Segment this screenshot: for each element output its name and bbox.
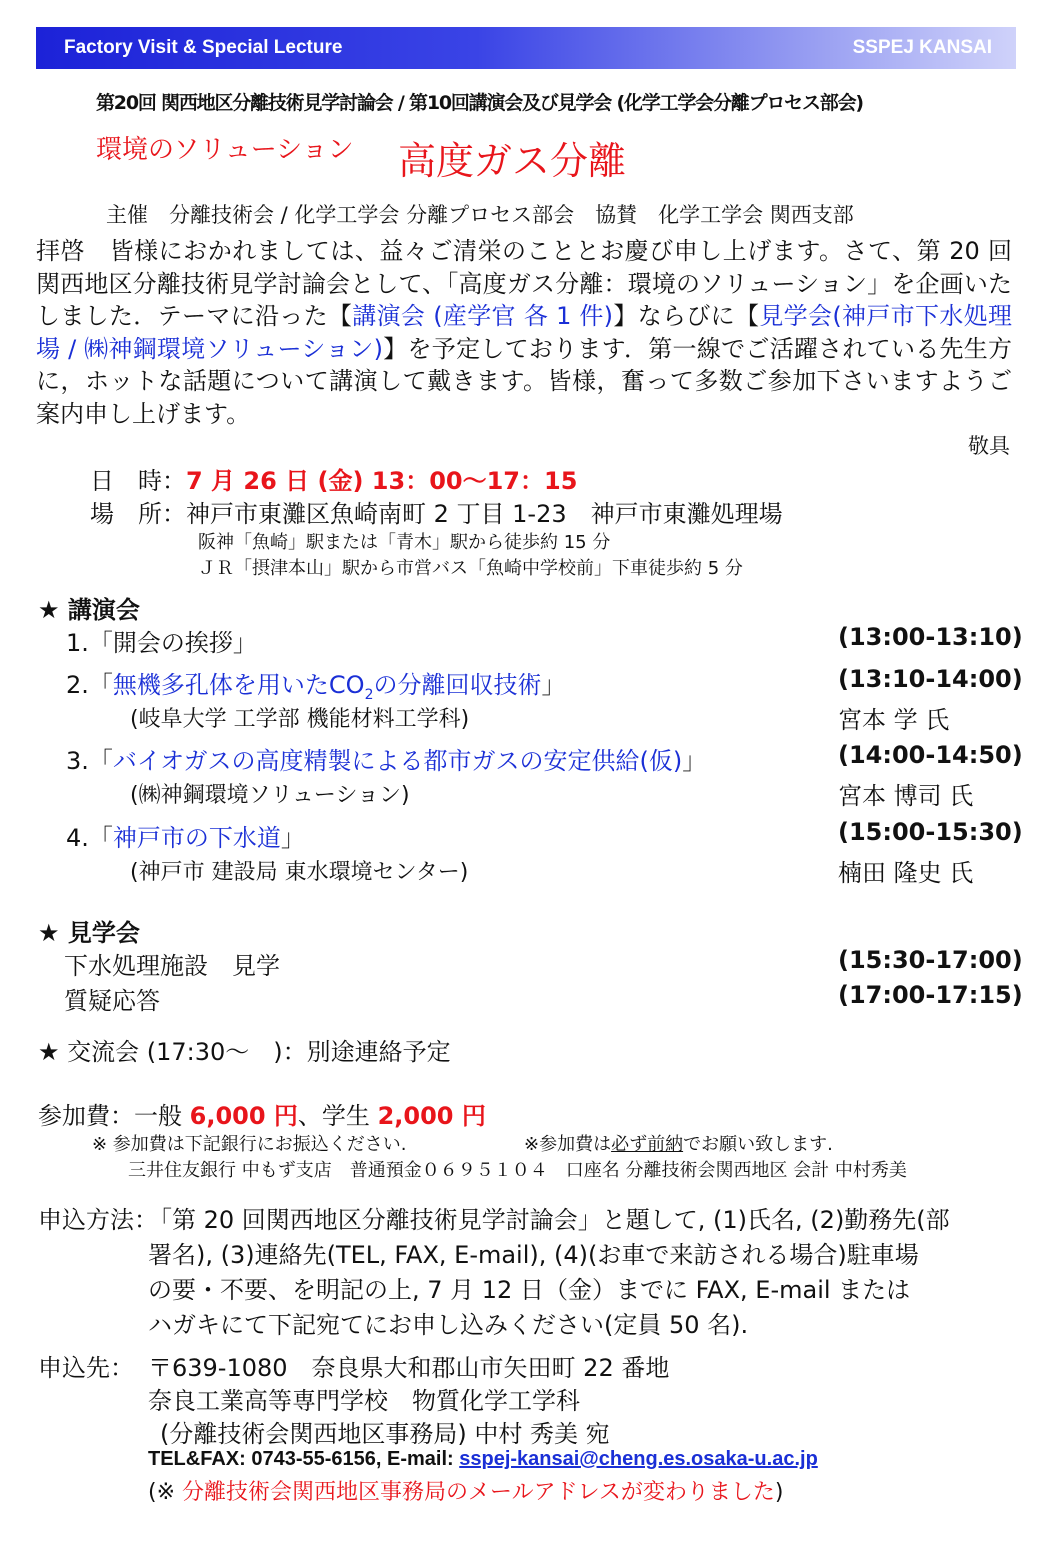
lecture-2-affiliation: (岐阜大学 工学部 機能材料工学科): [130, 707, 470, 732]
apply-line-4: ハガキにて下記宛てにお申し込みください(定員 50 名).: [148, 1311, 749, 1339]
lectures-heading: ★ 講演会: [38, 596, 140, 624]
lecture-2-open: 「: [88, 671, 113, 699]
fee-row: [38, 1096, 486, 1131]
intro-text-c: 】ならびに【: [613, 302, 760, 330]
lecture-1-time: (13:00-13:10): [838, 623, 1023, 651]
lecture-4-num: 4.: [66, 824, 89, 852]
apply-label: 申込方法：: [38, 1206, 158, 1234]
address-note: [148, 1475, 784, 1506]
lecture-2-title: [66, 665, 565, 703]
address-line-2: 奈良工業高等専門学校 物質化学工学科: [148, 1387, 580, 1415]
intro-lecture-highlight: 講演会 (産学官 各 1 件): [352, 302, 614, 330]
lecture-4-speaker: 楠田 隆史 氏: [838, 859, 974, 887]
lecture-1-title: [66, 623, 257, 658]
organizers: 主催 分離技術会 / 化学工学会 分離プロセス部会 協賛 化学工学会 関西支部: [106, 203, 854, 227]
lecture-2-num: 2.: [66, 671, 89, 699]
lecture-3-speaker: 宮本 博司 氏: [838, 782, 974, 810]
address-note-close: ): [774, 1480, 784, 1505]
access-jr: ＪＲ「摂津本山」駅から市営バス「魚崎中学校前」下車徒歩約 5 分: [198, 558, 743, 579]
lecture-4-time: (15:00-15:30): [838, 818, 1023, 846]
closing: 敬具: [968, 434, 1010, 458]
lecture-4-affiliation: (神戸市 建設局 東水環境センター): [130, 860, 469, 885]
lecture-3-affiliation: (㈱神鋼環境ソリューション): [130, 783, 410, 808]
access-hanshin: 阪神「魚崎」駅または「青木」駅から徒歩約 15 分: [198, 532, 611, 553]
tour-item-1-time: (15:30-17:00): [838, 946, 1023, 974]
place-row: [90, 494, 783, 529]
lecture-4-text: 神戸市の下水道: [112, 824, 281, 852]
intro-paragraph: [36, 235, 1012, 430]
intro-text-e: 】を予定しております．第一線でご活躍されている先生方に，ホットな話題について講演して戴きます。皆様，奮って多数ご参加下さいますようご案内申し上げます。: [36, 334, 1012, 428]
apply-line-1: 「第 20 回関西地区分離技術見学討論会」と題して, (1)氏名, (2)勤務先(部: [148, 1206, 950, 1234]
header-title: Factory Visit & Special Lecture: [64, 37, 343, 58]
lecture-1-num: 1.: [66, 629, 89, 657]
contact-line: [148, 1448, 818, 1471]
fee-note-transfer: ※ 参加費は下記銀行にお振込ください.: [92, 1134, 407, 1155]
place-value: 神戸市東灘区魚崎南町 2 丁目 1-23 神戸市東灘処理場: [186, 500, 783, 528]
address-label: 申込先：: [38, 1354, 134, 1382]
tour-heading: ★ 見学会: [38, 919, 140, 947]
datetime-value: 7 月 26 日 (金) 13：00～17：15: [186, 467, 578, 495]
address-line-3: (分離技術会関西地区事務局) 中村 秀美 宛: [160, 1420, 610, 1448]
intro-tour-highlight: 見学会(神戸市下水処理場 / ㈱神鋼環境ソリューション): [36, 302, 1012, 363]
fee-note-prepay-b: 必ず前納: [611, 1134, 684, 1155]
address-note-open: (※: [148, 1480, 183, 1505]
lecture-3-title: [66, 741, 706, 776]
lecture-3-open: 「: [88, 747, 113, 775]
tour-item-1: 下水処理施設 見学: [64, 952, 280, 980]
theme-main-title: 高度ガス分離: [398, 139, 627, 183]
intro-text-a: 拝啓 皆様におかれましては、益々ご清栄のこととお慶び申し上げます。さて、第 20 回関西地区分離技術見学討論会として、「高度ガス分離：環境のソリューション」を企画いたしました．テーマに沿った【: [36, 237, 1012, 330]
lecture-4-close: 」: [280, 824, 305, 852]
lecture-1-close: 」: [232, 629, 257, 657]
header-bar: [36, 27, 1016, 69]
fee-note-prepay-a: ※参加費は: [524, 1134, 612, 1155]
datetime-label: 日 時：: [90, 467, 186, 495]
tour-item-2-time: (17:00-17:15): [838, 981, 1023, 1009]
lecture-2-subscript: 2: [364, 686, 374, 703]
place-label: 場 所：: [90, 500, 186, 528]
fee-label: 参加費：一般: [38, 1102, 190, 1130]
header-org: SSPEJ KANSAI: [852, 37, 992, 58]
contact-tel: TEL&FAX: 0743-55-6156, E-mail:: [148, 1448, 460, 1470]
datetime-row: [90, 461, 577, 496]
fee-student: 2,000 円: [377, 1102, 486, 1130]
lecture-3-time: (14:00-14:50): [838, 741, 1023, 769]
lecture-3-num: 3.: [66, 747, 89, 775]
lecture-4-title: [66, 818, 305, 853]
fee-note-prepay: [524, 1130, 833, 1156]
fee-note-prepay-c: でお願い致します.: [683, 1134, 833, 1155]
reception: ★ 交流会 (17:30～ )：別途連絡予定: [38, 1038, 451, 1066]
lecture-3-close: 」: [682, 747, 707, 775]
lecture-1-open: 「: [88, 629, 113, 657]
theme-small-title: 環境のソリューション: [96, 135, 354, 165]
address-note-text: 分離技術会関西地区事務局のメールアドレスが変わりました: [182, 1480, 775, 1505]
lecture-2-time: (13:10-14:00): [838, 665, 1023, 693]
lecture-4-open: 「: [88, 824, 113, 852]
lecture-3-text: バイオガスの高度精製による都市ガスの安定供給(仮): [112, 747, 683, 775]
contact-email-link[interactable]: sspej-kansai@cheng.es.osaka-u.ac.jp: [459, 1448, 818, 1470]
apply-line-3: の要・不要、を明記の上, 7 月 12 日（金）までに FAX, E-mail または: [148, 1276, 911, 1304]
apply-line-2: 署名), (3)連絡先(TEL, FAX, E-mail), (4)(お車で来訪される場合)駐車場: [148, 1241, 919, 1269]
lecture-2-text-b: の分離回収技術: [373, 671, 542, 699]
lecture-1-text: 開会の挨拶: [112, 629, 233, 657]
tour-item-2: 質疑応答: [64, 987, 160, 1015]
lecture-2-speaker: 宮本 学 氏: [838, 706, 950, 734]
address-line-1: 〒639-1080 奈良県大和郡山市矢田町 22 番地: [148, 1354, 670, 1382]
fee-general: 6,000 円: [189, 1102, 298, 1130]
event-subtitle: 第20回 関西地区分離技術見学討論会 / 第10回講演会及び見学会 (化学工学会分離プロセス部会): [96, 92, 863, 114]
lecture-2-close: 」: [541, 671, 566, 699]
lecture-2-text-a: 無機多孔体を用いたCO: [112, 671, 365, 699]
fee-mid: 、学生: [297, 1102, 378, 1130]
bank-info: 三井住友銀行 中もず支店 普通預金０６９５１０４ 口座名 分離技術会関西地区 会計 中村秀美: [128, 1160, 907, 1181]
